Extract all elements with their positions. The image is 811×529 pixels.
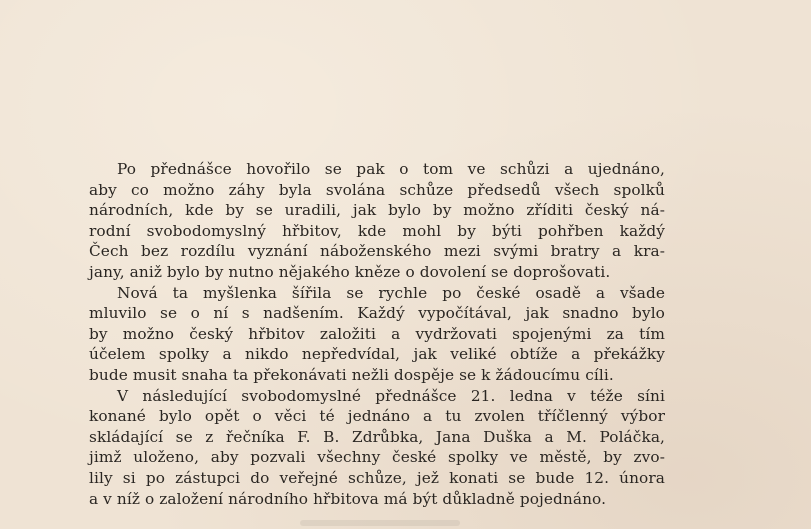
- paragraph-3-line-1: V následující svobodomyslné přednášce 21. ledna v téže síni: [117, 386, 665, 405]
- paragraph-1-line-3: národních, kde by se uradili, jak bylo by možno zříditi český ná-: [89, 201, 665, 220]
- paragraph-3-line-4: jimž uloženo, aby pozvali všechny české spolky ve městě, by zvo-: [89, 448, 665, 467]
- paragraph-1-line-2: aby co možno záhy byla svolána schůze předsedů všech spolků: [89, 180, 665, 199]
- paragraph-1-line-1: Po přednášce hovořilo se pak o tom ve schůzi a ujednáno,: [117, 160, 665, 178]
- page-bottom-smudge: [300, 520, 460, 526]
- paragraph-2-line-3: by možno český hřbitov založiti a vydržovati spojenými za tím: [89, 324, 665, 343]
- paragraph-1-line-5: Čech bez rozdílu vyznání náboženského mezi svými bratry a kra-: [89, 242, 665, 261]
- paragraph-3-line-5: lily si po zástupci do veřejné schůze, jež konati se bude 12. února: [89, 468, 665, 487]
- paragraph-2-line-5: bude musit snaha ta překonávati nežli dospěje se k žádoucímu cíli.: [89, 365, 614, 384]
- paragraph-2-line-4: účelem spolky a nikdo nepředvídal, jak veliké obtíže a překážky: [89, 345, 665, 364]
- paragraph-3-line-3: skládající se z řečníka F. B. Zdrůbka, Jana Duška a M. Poláčka,: [89, 427, 665, 446]
- paragraph-2-line-1: Nová ta myšlenka šířila se rychle po české osadě a všade: [117, 283, 665, 302]
- paragraph-1-line-4: rodní svobodomyslný hřbitov, kde mohl by býti pohřben každý: [89, 221, 665, 240]
- paragraph-3-line-6: a v níž o založení národního hřbitova má být důkladně pojednáno.: [89, 489, 607, 508]
- paragraph-3-line-2: konané bylo opět o věci té jednáno a tu zvolen tříčlenný výbor: [89, 407, 665, 426]
- body-text: [89, 159, 665, 509]
- paragraph-2-line-2: mluvilo se o ní s nadšením. Každý vypočítával, jak snadno bylo: [89, 304, 665, 323]
- paragraph-1-line-6: jany, aniž bylo by nutno nějakého kněze o dovolení se doprošovati.: [89, 262, 611, 281]
